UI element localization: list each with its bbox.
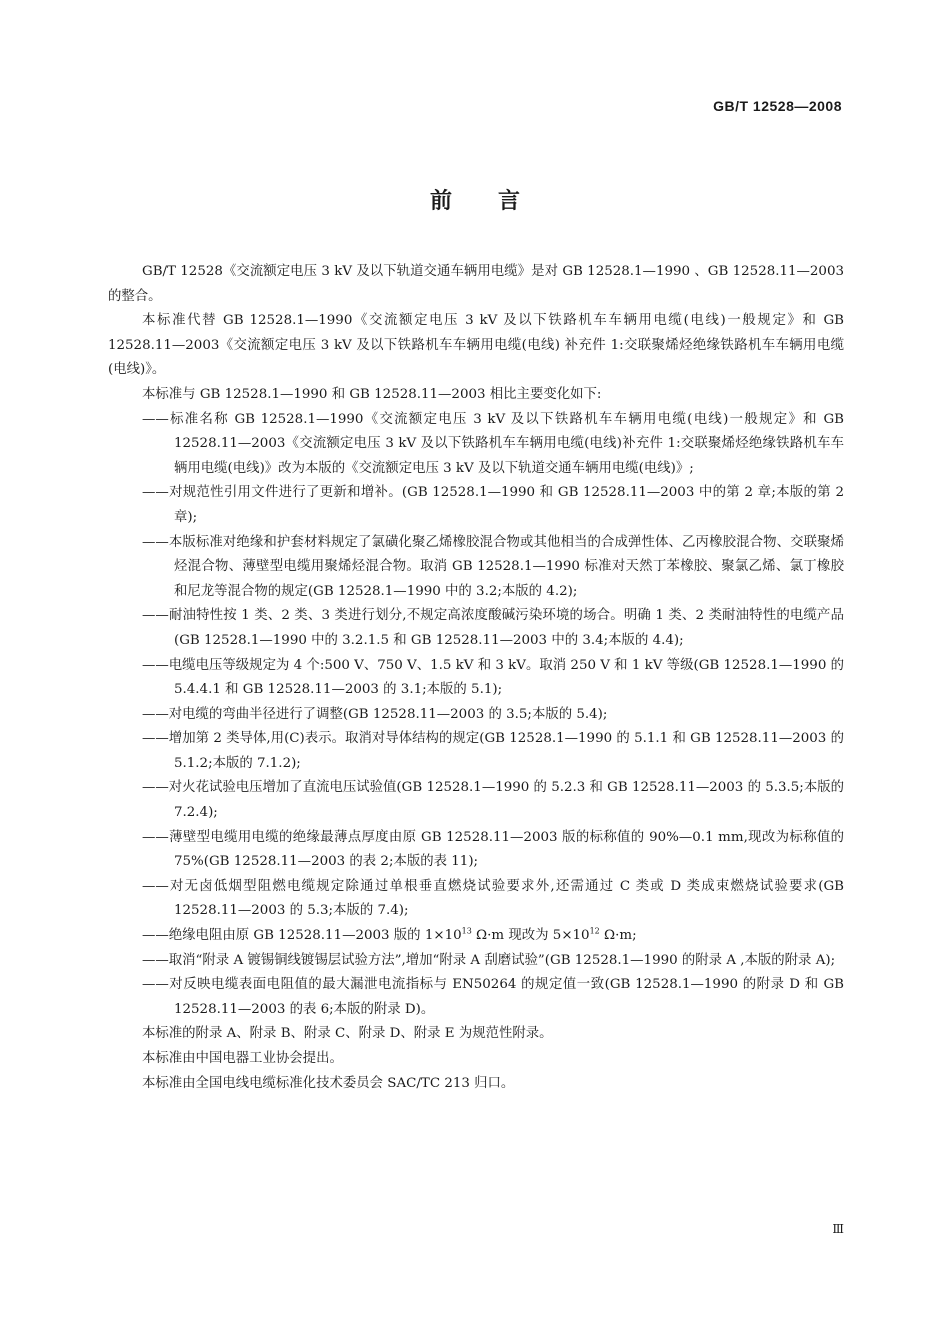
- resistance-exponent-old: 13: [461, 926, 472, 936]
- replacement-paragraph: 本标准代替 GB 12528.1—1990《交流额定电压 3 kV 及以下铁路机车车辆用电缆(电线)一般规定》和 GB 12528.11—2003《交流额定电压 3 kV 及以下铁路机车车辆用电缆(电线) 补充件 1:交联聚烯烃绝缘铁路机车车辆用电缆(电线)》。: [108, 313, 844, 378]
- change-item: ——取消“附录 A 镀锡铜线镀锡层试验方法”,增加“附录 A 刮磨试验”(GB 12528.1—1990 的附录 A ,本版的附录 A);: [142, 952, 836, 968]
- resistance-mid: Ω·m 现改为 5×10: [471, 928, 590, 944]
- change-item: ——薄壁型电缆用电缆的绝缘最薄点厚度由原 GB 12528.11—2003 版的标称值的 90%—0.1 mm,现改为标称值的 75%(GB 12528.11—2003 的表 2;本版的表 11);: [142, 829, 844, 870]
- change-item: ——对规范性引用文件进行了更新和增补。(GB 12528.1—1990 和 GB 12528.11—2003 中的第 2 章;本版的第 2 章);: [142, 485, 844, 525]
- change-item: ——增加第 2 类导体,用(C)表示。取消对导体结构的规定(GB 12528.1—1990 的 5.1.1 和 GB 12528.11—2003 的 5.1.2;本版的 7.1.2);: [142, 731, 844, 771]
- resistance-prefix: ——绝缘电阻由原 GB 12528.11—2003 版的 1×10: [142, 928, 462, 944]
- resistance-exponent-new: 12: [589, 926, 600, 936]
- change-item: ——电缆电压等级规定为 4 个:500 V、750 V、1.5 kV 和 3 kV。取消 250 V 和 1 kV 等级(GB 12528.1—1990 的 5.4.4.1 和 GB 12528.11—2003 的 3.1;本版的 5.1);: [142, 657, 844, 698]
- intro-paragraph: GB/T 12528《交流额定电压 3 kV 及以下轨道交通车辆用电缆》是对 GB 12528.1—1990 、GB 12528.11—2003 的整合。: [108, 264, 844, 304]
- change-item: ——本版标准对绝缘和护套材料规定了氯磺化聚乙烯橡胶混合物或其他相当的合成弹性体、乙丙橡胶混合物、交联聚烯烃混合物、薄壁型电缆用聚烯烃混合物。取消 GB 12528.1—1990 标准对天然丁苯橡胶、聚氯乙烯、氯丁橡胶和尼龙等混合物的规定(GB 12528.1—1990 中的 3.2;本版的 4.2);: [142, 534, 844, 599]
- page-title: 前言: [429, 189, 566, 214]
- change-item: ——标准名称 GB 12528.1—1990《交流额定电压 3 kV 及以下铁路机车车辆用电缆(电线)一般规定》和 GB 12528.11—2003《交流额定电压 3 kV 及以下铁路机车车辆用电缆(电线)补充件 1:交联聚烯烃绝缘铁路机车车辆用电缆(电线)》改为本版的《交流额定电压 3 kV 及以下轨道交通车辆用电缆(电线)》;: [142, 411, 844, 476]
- document-body: [108, 260, 844, 1096]
- change-item: ——耐油特性按 1 类、2 类、3 类进行划分,不规定高浓度酸碱污染环境的场合。明确 1 类、2 类耐油特性的电缆产品(GB 12528.1—1990 中的 3.2.1.5 和 GB 12528.11—2003 中的 3.4;本版的 4.4);: [142, 608, 844, 648]
- closing-paragraph: 本标准由全国电线电缆标准化技术委员会 SAC/TC 213 归口。: [142, 1075, 515, 1091]
- change-item-resistance: [108, 924, 844, 949]
- change-item: ——对无卤低烟型阻燃电缆规定除通过单根垂直燃烧试验要求外,还需通过 C 类或 D 类成束燃烧试验要求(GB 12528.11—2003 的 5.3;本版的 7.4);: [142, 878, 844, 919]
- standard-code: GB/T 12528—2008: [713, 98, 842, 114]
- closing-paragraph: 本标准的附录 A、附录 B、附录 C、附录 D、附录 E 为规范性附录。: [142, 1026, 553, 1042]
- change-item: ——对电缆的弯曲半径进行了调整(GB 12528.11—2003 的 3.5;本版的 5.4);: [142, 706, 608, 722]
- resistance-suffix: Ω·m;: [599, 928, 637, 944]
- page-number: Ⅲ: [832, 1222, 844, 1236]
- changes-intro: 本标准与 GB 12528.1—1990 和 GB 12528.11—2003 相比主要变化如下:: [142, 386, 602, 402]
- change-item: ——对反映电缆表面电阻值的最大漏泄电流指标与 EN50264 的规定值一致(GB 12528.1—1990 的附录 D 和 GB 12528.11—2003 的表 6;本版的附录 D)。: [142, 977, 844, 1017]
- closing-paragraph: 本标准由中国电器工业协会提出。: [142, 1051, 343, 1066]
- change-item: ——对火花试验电压增加了直流电压试验值(GB 12528.1—1990 的 5.2.3 和 GB 12528.11—2003 的 5.3.5;本版的 7.2.4);: [142, 780, 844, 821]
